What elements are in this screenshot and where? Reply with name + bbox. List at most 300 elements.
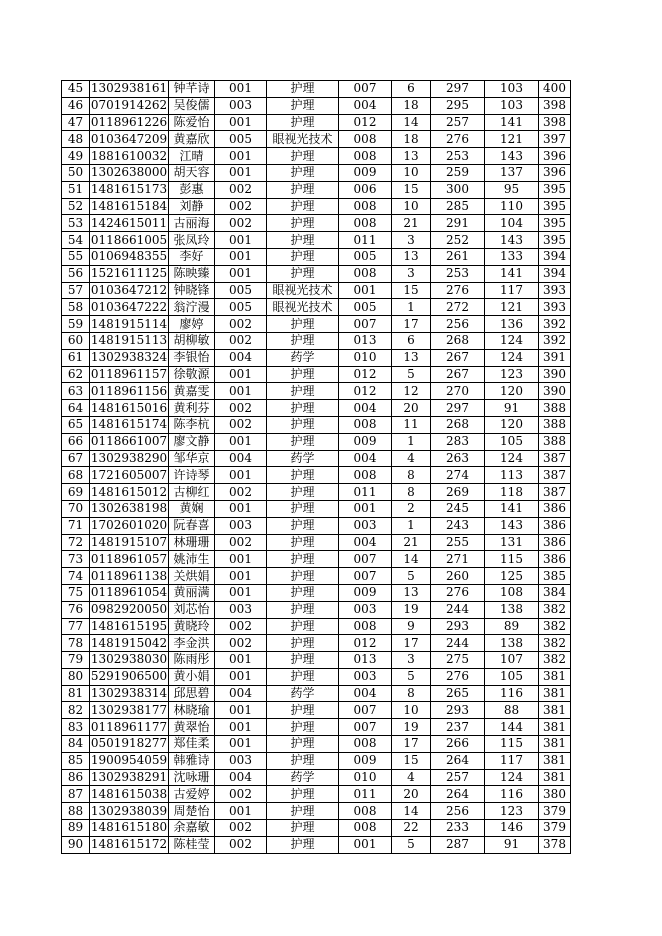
- cell-total: 388: [539, 400, 571, 417]
- cell-school-code: 003: [215, 517, 267, 534]
- cell-score-b: 113: [485, 467, 539, 484]
- cell-major: 护理: [267, 551, 339, 568]
- cell-name: 刘芯怡: [169, 601, 215, 618]
- cell-name: 黄丽满: [169, 584, 215, 601]
- table-row: [62, 467, 571, 484]
- cell-school-code: 003: [215, 601, 267, 618]
- cell-major: 护理: [267, 400, 339, 417]
- cell-seat: 21: [392, 215, 431, 232]
- cell-seat: 15: [392, 181, 431, 198]
- cell-total: 397: [539, 131, 571, 148]
- cell-exam-id: 0103647212: [90, 282, 168, 297]
- cell-total: 381: [539, 668, 571, 685]
- cell-score-b: 95: [485, 181, 539, 198]
- table-row: [62, 601, 571, 618]
- cell-major: 药学: [267, 769, 339, 786]
- cell-name: 古爱婷: [169, 786, 215, 803]
- cell-score-b: 105: [485, 668, 539, 685]
- table-row: [62, 366, 571, 383]
- cell-name: 陈爱怡: [169, 114, 215, 131]
- cell-total: 390: [539, 366, 571, 383]
- cell-name: 黄晓玲: [169, 618, 215, 635]
- cell-score-b: 141: [485, 265, 539, 282]
- cell-seat: 4: [392, 450, 431, 467]
- cell-seat: 8: [392, 685, 431, 702]
- cell-major: 护理: [267, 719, 339, 736]
- cell-seat: 13: [392, 349, 431, 366]
- cell-total: 396: [539, 148, 571, 165]
- cell-score-a: 268: [431, 416, 485, 433]
- cell-score-b: 115: [485, 551, 539, 568]
- cell-score-a: 257: [431, 114, 485, 131]
- cell-major: 护理: [267, 517, 339, 534]
- cell-rank: 86: [62, 769, 90, 786]
- cell-seat: 20: [392, 786, 431, 803]
- cell-school-code: 003: [215, 97, 267, 114]
- cell-major: 护理: [267, 601, 339, 618]
- cell-class-code: 009: [339, 584, 392, 601]
- cell-school-code: 001: [215, 584, 267, 601]
- cell-score-a: 270: [431, 383, 485, 400]
- cell-score-a: 253: [431, 148, 485, 165]
- cell-school-code: 002: [215, 332, 267, 349]
- cell-score-a: 265: [431, 685, 485, 702]
- cell-score-b: 104: [485, 215, 539, 232]
- cell-major: 药学: [267, 685, 339, 702]
- cell-exam-id: 0118961156: [90, 383, 168, 398]
- table-row: [62, 265, 571, 282]
- cell-major: 护理: [267, 584, 339, 601]
- cell-score-b: 120: [485, 416, 539, 433]
- table-row: [62, 81, 571, 98]
- cell-exam-id: 1302638000: [90, 165, 168, 180]
- cell-score-a: 293: [431, 618, 485, 635]
- cell-score-a: 276: [431, 668, 485, 685]
- table-row: [62, 484, 571, 501]
- cell-seat: 3: [392, 265, 431, 282]
- cell-seat: 10: [392, 164, 431, 181]
- cell-exam-id: 1302938314: [90, 686, 168, 701]
- cell-seat: 5: [392, 668, 431, 685]
- cell-seat: 1: [392, 517, 431, 534]
- cell-total: 395: [539, 232, 571, 249]
- table-row: [62, 416, 571, 433]
- cell-total: 382: [539, 635, 571, 652]
- cell-class-code: 011: [339, 786, 392, 803]
- cell-exam-id: 1481915114: [90, 316, 168, 331]
- cell-school-code: 002: [215, 820, 267, 837]
- cell-school-code: 001: [215, 383, 267, 400]
- cell-class-code: 003: [339, 601, 392, 618]
- cell-score-b: 116: [485, 786, 539, 803]
- table-row: [62, 450, 571, 467]
- cell-major: 护理: [267, 332, 339, 349]
- cell-seat: 5: [392, 568, 431, 585]
- cell-score-a: 244: [431, 635, 485, 652]
- cell-school-code: 001: [215, 366, 267, 383]
- cell-score-a: 295: [431, 97, 485, 114]
- cell-seat: 13: [392, 248, 431, 265]
- cell-seat: 14: [392, 803, 431, 820]
- cell-total: 400: [539, 81, 571, 98]
- table-row: [62, 215, 571, 232]
- cell-rank: 68: [62, 467, 90, 484]
- cell-exam-id: 1481615195: [90, 618, 168, 633]
- cell-class-code: 007: [339, 568, 392, 585]
- cell-class-code: 004: [339, 450, 392, 467]
- table-row: [62, 668, 571, 685]
- cell-total: 378: [539, 836, 571, 853]
- cell-score-a: 291: [431, 215, 485, 232]
- cell-rank: 54: [62, 232, 90, 249]
- table-row: [62, 769, 571, 786]
- cell-name: 黄翠怡: [169, 719, 215, 736]
- cell-name: 李银怡: [169, 349, 215, 366]
- cell-class-code: 001: [339, 282, 392, 299]
- cell-seat: 17: [392, 736, 431, 753]
- table-row: [62, 551, 571, 568]
- cell-exam-id: 1481615174: [90, 417, 168, 432]
- cell-major: 护理: [267, 232, 339, 249]
- cell-score-a: 260: [431, 568, 485, 585]
- cell-class-code: 008: [339, 416, 392, 433]
- cell-school-code: 001: [215, 433, 267, 450]
- cell-name: 陈雨彤: [169, 652, 215, 669]
- cell-total: 387: [539, 450, 571, 467]
- cell-major: 护理: [267, 786, 339, 803]
- cell-total: 387: [539, 467, 571, 484]
- table-row: [62, 500, 571, 517]
- cell-seat: 19: [392, 601, 431, 618]
- table-row: [62, 232, 571, 249]
- cell-score-a: 276: [431, 282, 485, 299]
- cell-name: 许诗琴: [169, 467, 215, 484]
- cell-score-a: 269: [431, 484, 485, 501]
- cell-total: 381: [539, 769, 571, 786]
- cell-school-code: 001: [215, 232, 267, 249]
- cell-name: 韩雅诗: [169, 752, 215, 769]
- cell-seat: 17: [392, 316, 431, 333]
- cell-exam-id: 0118661007: [90, 434, 168, 449]
- cell-school-code: 001: [215, 81, 267, 98]
- cell-major: 护理: [267, 467, 339, 484]
- cell-school-code: 001: [215, 164, 267, 181]
- cell-score-b: 91: [485, 836, 539, 853]
- cell-class-code: 009: [339, 433, 392, 450]
- cell-school-code: 003: [215, 752, 267, 769]
- cell-class-code: 001: [339, 836, 392, 853]
- cell-major: 护理: [267, 500, 339, 517]
- cell-class-code: 012: [339, 366, 392, 383]
- cell-exam-id: 1702601020: [90, 518, 168, 533]
- cell-class-code: 007: [339, 702, 392, 719]
- cell-school-code: 001: [215, 265, 267, 282]
- table-row: [62, 97, 571, 114]
- cell-school-code: 004: [215, 450, 267, 467]
- cell-school-code: 002: [215, 635, 267, 652]
- cell-exam-id: 0118961138: [90, 568, 168, 583]
- cell-name: 刘静: [169, 198, 215, 215]
- cell-major: 护理: [267, 836, 339, 853]
- cell-rank: 87: [62, 786, 90, 803]
- cell-seat: 14: [392, 114, 431, 131]
- cell-school-code: 002: [215, 316, 267, 333]
- cell-exam-id: 1424615011: [90, 215, 168, 230]
- cell-major: 护理: [267, 752, 339, 769]
- cell-major: 护理: [267, 484, 339, 501]
- cell-total: 387: [539, 484, 571, 501]
- cell-total: 394: [539, 265, 571, 282]
- cell-name: 关烘娟: [169, 568, 215, 585]
- cell-score-b: 125: [485, 568, 539, 585]
- cell-class-code: 011: [339, 484, 392, 501]
- cell-exam-id: 1481915113: [90, 333, 168, 348]
- cell-class-code: 012: [339, 114, 392, 131]
- cell-major: 药学: [267, 450, 339, 467]
- cell-rank: 78: [62, 635, 90, 652]
- cell-name: 胡天容: [169, 164, 215, 181]
- cell-seat: 10: [392, 702, 431, 719]
- cell-name: 钟芊诗: [169, 81, 215, 98]
- cell-rank: 88: [62, 803, 90, 820]
- cell-total: 388: [539, 433, 571, 450]
- cell-score-a: 253: [431, 265, 485, 282]
- table-row: [62, 752, 571, 769]
- cell-school-code: 005: [215, 282, 267, 299]
- cell-rank: 70: [62, 500, 90, 517]
- cell-total: 381: [539, 685, 571, 702]
- cell-total: 386: [539, 551, 571, 568]
- cell-class-code: 008: [339, 215, 392, 232]
- table-row: [62, 383, 571, 400]
- cell-seat: 21: [392, 534, 431, 551]
- cell-school-code: 001: [215, 719, 267, 736]
- cell-major: 护理: [267, 635, 339, 652]
- cell-class-code: 004: [339, 685, 392, 702]
- cell-rank: 61: [62, 349, 90, 366]
- cell-score-a: 243: [431, 517, 485, 534]
- cell-rank: 59: [62, 316, 90, 333]
- cell-seat: 2: [392, 500, 431, 517]
- cell-total: 394: [539, 248, 571, 265]
- cell-name: 郑佳柔: [169, 736, 215, 753]
- cell-major: 护理: [267, 702, 339, 719]
- cell-score-a: 287: [431, 836, 485, 853]
- table-row: [62, 299, 571, 316]
- cell-total: 391: [539, 349, 571, 366]
- cell-school-code: 001: [215, 702, 267, 719]
- cell-major: 护理: [267, 316, 339, 333]
- cell-score-a: 261: [431, 248, 485, 265]
- cell-class-code: 008: [339, 265, 392, 282]
- cell-name: 钟晓锋: [169, 282, 215, 299]
- cell-school-code: 005: [215, 131, 267, 148]
- cell-score-b: 108: [485, 584, 539, 601]
- cell-score-a: 252: [431, 232, 485, 249]
- cell-school-code: 002: [215, 215, 267, 232]
- cell-rank: 53: [62, 215, 90, 232]
- cell-score-b: 91: [485, 400, 539, 417]
- cell-exam-id: 1721605007: [90, 467, 168, 482]
- cell-seat: 1: [392, 433, 431, 450]
- cell-class-code: 008: [339, 618, 392, 635]
- cell-score-a: 267: [431, 349, 485, 366]
- cell-score-a: 268: [431, 332, 485, 349]
- cell-score-b: 121: [485, 131, 539, 148]
- cell-school-code: 002: [215, 198, 267, 215]
- cell-score-b: 131: [485, 534, 539, 551]
- table-row: [62, 702, 571, 719]
- cell-exam-id: 1302938291: [90, 770, 168, 785]
- cell-exam-id: 0118961226: [90, 114, 168, 129]
- cell-score-b: 103: [485, 81, 539, 98]
- cell-total: 385: [539, 568, 571, 585]
- cell-seat: 10: [392, 198, 431, 215]
- cell-name: 阮春喜: [169, 517, 215, 534]
- cell-name: 古柳红: [169, 484, 215, 501]
- cell-rank: 76: [62, 601, 90, 618]
- table-row: [62, 316, 571, 333]
- cell-exam-id: 1481915107: [90, 534, 168, 549]
- cell-school-code: 002: [215, 836, 267, 853]
- cell-seat: 13: [392, 148, 431, 165]
- cell-major: 护理: [267, 181, 339, 198]
- cell-score-b: 141: [485, 114, 539, 131]
- cell-name: 沈咏珊: [169, 769, 215, 786]
- cell-rank: 52: [62, 198, 90, 215]
- cell-class-code: 004: [339, 97, 392, 114]
- cell-score-a: 276: [431, 131, 485, 148]
- cell-exam-id: 1881610032: [90, 148, 168, 163]
- table-row: [62, 282, 571, 299]
- cell-school-code: 001: [215, 114, 267, 131]
- cell-rank: 47: [62, 114, 90, 131]
- cell-major: 护理: [267, 652, 339, 669]
- cell-seat: 12: [392, 383, 431, 400]
- cell-major: 护理: [267, 248, 339, 265]
- cell-school-code: 005: [215, 299, 267, 316]
- cell-name: 古丽海: [169, 215, 215, 232]
- cell-score-a: 293: [431, 702, 485, 719]
- cell-major: 护理: [267, 383, 339, 400]
- cell-seat: 5: [392, 836, 431, 853]
- cell-class-code: 007: [339, 551, 392, 568]
- cell-score-a: 237: [431, 719, 485, 736]
- table-row: [62, 349, 571, 366]
- cell-name: 余嘉敏: [169, 820, 215, 837]
- cell-school-code: 004: [215, 349, 267, 366]
- table-row: [62, 803, 571, 820]
- cell-school-code: 002: [215, 786, 267, 803]
- cell-total: 395: [539, 215, 571, 232]
- cell-class-code: 008: [339, 736, 392, 753]
- cell-seat: 22: [392, 820, 431, 837]
- cell-name: 李金洪: [169, 635, 215, 652]
- cell-rank: 66: [62, 433, 90, 450]
- cell-name: 陈桂莹: [169, 836, 215, 853]
- cell-rank: 74: [62, 568, 90, 585]
- cell-exam-id: 1481615180: [90, 820, 168, 835]
- table-row: [62, 719, 571, 736]
- cell-total: 395: [539, 198, 571, 215]
- cell-seat: 1: [392, 299, 431, 316]
- cell-seat: 15: [392, 282, 431, 299]
- cell-rank: 46: [62, 97, 90, 114]
- cell-exam-id: 0501918277: [90, 736, 168, 751]
- cell-exam-id: 0118661005: [90, 232, 168, 247]
- cell-class-code: 003: [339, 517, 392, 534]
- cell-score-b: 89: [485, 618, 539, 635]
- cell-exam-id: 1481615016: [90, 400, 168, 415]
- cell-school-code: 004: [215, 769, 267, 786]
- cell-major: 护理: [267, 433, 339, 450]
- cell-class-code: 004: [339, 400, 392, 417]
- cell-major: 护理: [267, 265, 339, 282]
- cell-exam-id: 1900954059: [90, 753, 168, 768]
- cell-exam-id: 1481615012: [90, 484, 168, 499]
- cell-major: 眼视光技术: [267, 282, 339, 299]
- cell-class-code: 009: [339, 164, 392, 181]
- cell-score-a: 264: [431, 786, 485, 803]
- cell-school-code: 001: [215, 652, 267, 669]
- cell-score-b: 88: [485, 702, 539, 719]
- cell-score-a: 274: [431, 467, 485, 484]
- cell-major: 护理: [267, 148, 339, 165]
- cell-class-code: 007: [339, 719, 392, 736]
- cell-exam-id: 0118961177: [90, 719, 168, 734]
- cell-rank: 56: [62, 265, 90, 282]
- table-row: [62, 114, 571, 131]
- cell-score-a: 283: [431, 433, 485, 450]
- cell-score-a: 256: [431, 803, 485, 820]
- cell-rank: 89: [62, 820, 90, 837]
- cell-total: 398: [539, 97, 571, 114]
- cell-seat: 6: [392, 332, 431, 349]
- table-row: [62, 248, 571, 265]
- table-row: [62, 148, 571, 165]
- table-row: [62, 820, 571, 837]
- cell-rank: 85: [62, 752, 90, 769]
- cell-score-a: 276: [431, 584, 485, 601]
- cell-score-b: 137: [485, 164, 539, 181]
- cell-major: 护理: [267, 618, 339, 635]
- table-row: [62, 584, 571, 601]
- cell-total: 382: [539, 618, 571, 635]
- cell-score-b: 110: [485, 198, 539, 215]
- cell-major: 护理: [267, 820, 339, 837]
- cell-score-a: 233: [431, 820, 485, 837]
- cell-seat: 9: [392, 618, 431, 635]
- cell-total: 384: [539, 584, 571, 601]
- table-row: [62, 652, 571, 669]
- cell-total: 393: [539, 282, 571, 299]
- cell-total: 380: [539, 786, 571, 803]
- cell-name: 徐敬源: [169, 366, 215, 383]
- cell-rank: 57: [62, 282, 90, 299]
- cell-exam-id: 1481615172: [90, 837, 168, 852]
- cell-name: 姚沛生: [169, 551, 215, 568]
- cell-rank: 81: [62, 685, 90, 702]
- cell-exam-id: 0982920050: [90, 602, 168, 617]
- cell-exam-id: 0118961057: [90, 551, 168, 566]
- cell-class-code: 005: [339, 248, 392, 265]
- table-row: [62, 400, 571, 417]
- cell-exam-id: 0103647209: [90, 131, 168, 146]
- cell-rank: 65: [62, 416, 90, 433]
- cell-name: 江晴: [169, 148, 215, 165]
- cell-score-a: 271: [431, 551, 485, 568]
- cell-exam-id: 1481915042: [90, 635, 168, 650]
